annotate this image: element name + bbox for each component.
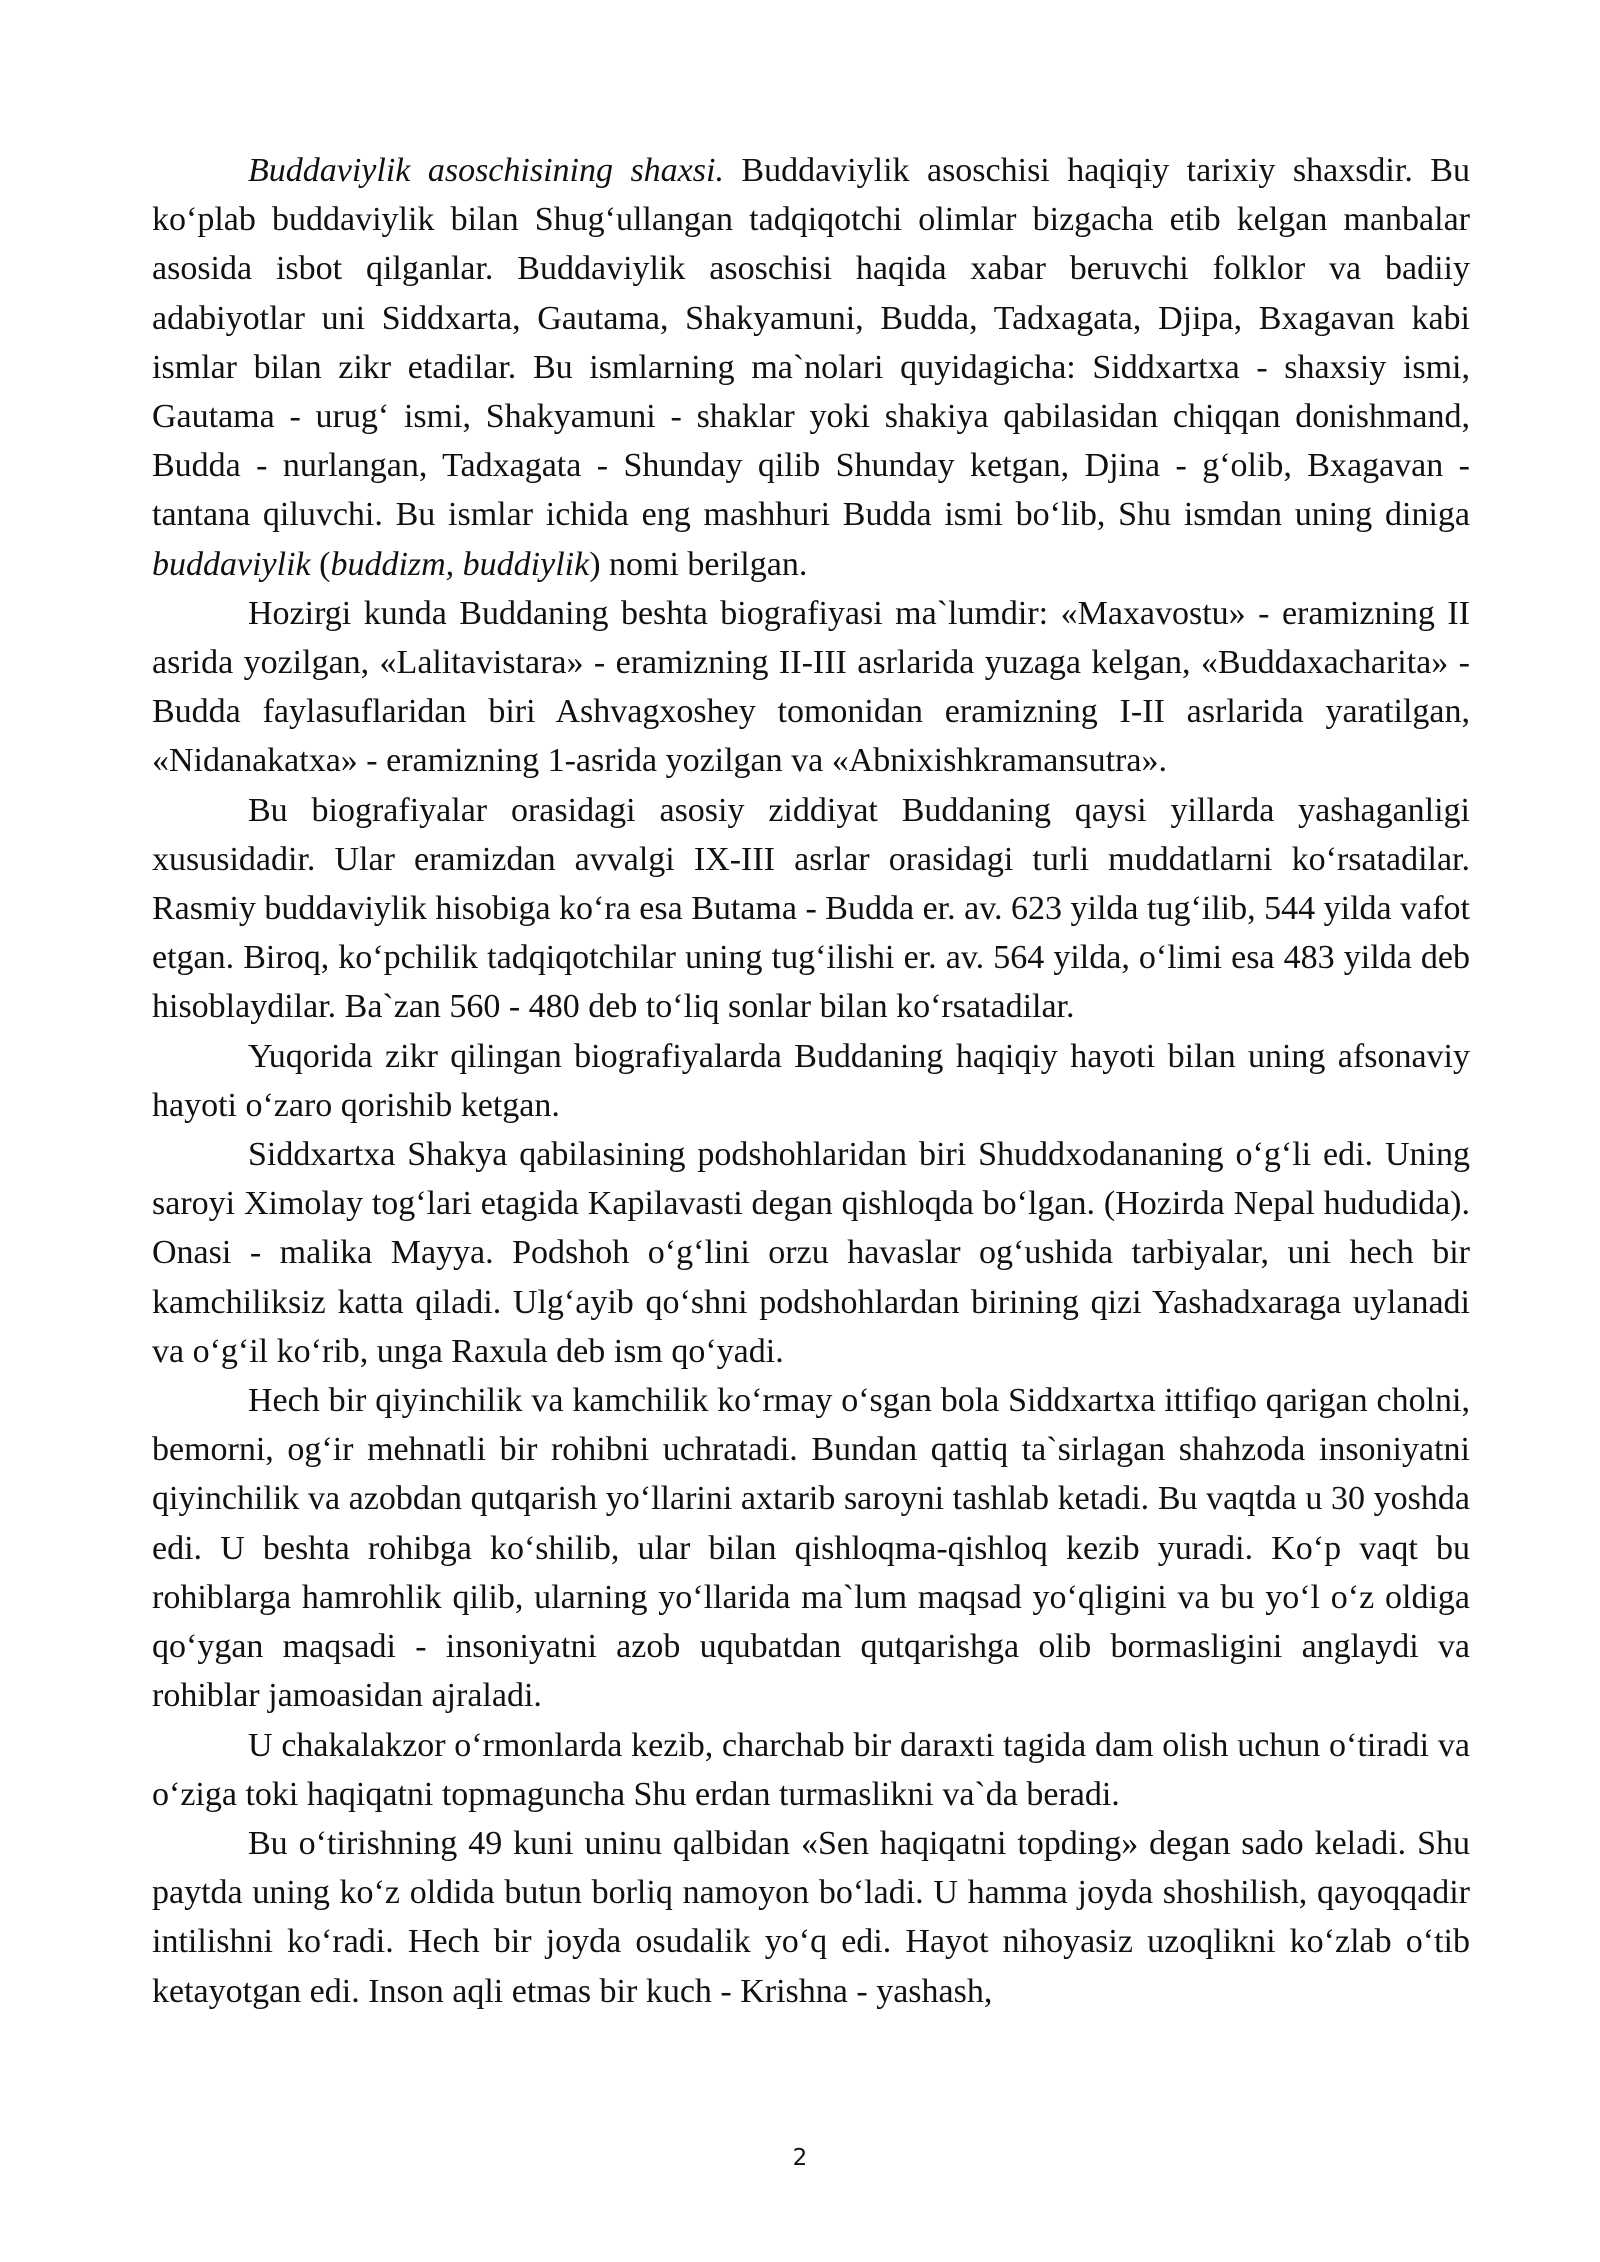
document-body [152,146,1470,2016]
italic-term: buddaviylik [152,545,311,583]
paragraph-text: ) nomi berilgan. [589,545,808,583]
paragraph-dates-contradiction: Bu biografiyalar orasidagi asosiy ziddiyat Buddaning qaysi yillarda yashaganligi xususidadir. Ular eramizdan avvalgi IX-III asrlar orasidagi turli muddatlarni ko‘rsatadilar. Rasmiy buddaviylik hisobiga ko‘ra esa Butama - Budda er. av. 623 yilda tug‘ilib, 544 yilda vafot etgan. Biroq, ko‘pchilik tadqiqotchilar uning tug‘ilishi er. av. 564 yilda, o‘limi esa 483 yilda deb hisoblaydilar. Ba`zan 560 - 480 deb to‘liq sonlar bilan ko‘rsatadilar. [152,791,1470,1026]
italic-term: buddizm, buddiylik [330,545,590,583]
page-number: 2 [792,2145,808,2171]
paragraph-siddhartha-family: Siddxartxa Shakya qabilasining podshohlaridan biri Shuddxodananing o‘g‘li edi. Uning saroyi Ximolay tog‘lari etagida Kapilavasti degan qishloqda bo‘lgan. (Hozirda Nepal hududida). Onasi - malika Mayya. Podshoh o‘g‘lini orzu havaslar og‘ushida tarbiyalar, uni hech bir kamchiliksiz katta qiladi. Ulg‘ayib qo‘shni podshohlardan birining qizi Yashadxaraga uylanadi va o‘g‘il ko‘rib, unga Raxula deb ism qo‘yadi. [152,1136,1470,1370]
paragraph-text: ( [310,545,331,583]
paragraph-founder-identity [152,146,1470,589]
paragraph-legendary-life: Yuqorida zikr qilingan biografiyalarda Buddaning haqiqiy hayoti bilan uning afsonaviy hayoti o‘zaro qorishib ketgan. [152,1037,1470,1124]
paragraph-biographies: Hozirgi kunda Buddaning beshta biografiyasi ma`lumdir: «Maxavostu» - eramizning II asrida yozilgan, «Lalitavistara» - eramizning II-III asrlarida yuzaga kelgan, «Buddaxacharita» - Budda faylasuflaridan biri Ashvagxoshey tomonidan eramizning I-II asrlarida yaratilgan, «Nidanakatxa» - eramizning 1-asrida yozilgan va «Abnixishkramansutra». [152,594,1470,780]
paragraph-text: Buddaviylik asoschisi haqiqiy tarixiy shaxsdir. Bu ko‘plab buddaviylik bilan Shug‘ullangan tadqiqotchi olimlar bizgacha etib kelgan manbalar asosida isbot qilganlar. Buddaviylik asoschisi haqida xabar beruvchi folklor va badiiy adabiyotlar uni Siddxarta, Gautama, Shakyamuni, Budda, Tadxagata, Djipa, Bxagavan kabi ismlar bilan zikr etadilar. Bu ismlarning ma`nolari quyidagicha: Siddxartxa - shaxsiy ismi, Gautama - urug‘ ismi, Shakyamuni - shaklar yoki shakiya qabilasidan chiqqan donishmand, Budda - nurlangan, Tadxagata - Shunday qilib Shunday ketgan, Djina - g‘olib, Bxagavan - tantana qiluvchi. Bu ismlar ichida eng mashhuri Budda ismi bo‘lib, Shu ismdan uning diniga [152,152,1470,534]
paragraph-forest-meditation: U chakalakzor o‘rmonlarda kezib, charchab bir daraxti tagida dam olish uchun o‘tiradi va o‘ziga toki haqiqatni topmaguncha Shu erdan turmaslikni va`da beradi. [152,1726,1470,1813]
paragraph-lead-italic: Buddaviylik asoschisining shaxsi. [248,152,724,189]
paragraph-enlightenment: Bu o‘tirishning 49 kuni uninu qalbidan «Sen haqiqatni topding» degan sado keladi. Shu paytda uning ko‘z oldida butun borliq namoyon bo‘ladi. U hamma joyda shoshilish, qayoqqadir intilishni ko‘radi. Hech bir joyda osudalik yo‘q edi. Hayot nihoyasiz uzoqlikni ko‘zlab o‘tib ketayotgan edi. Inson aqli etmas bir kuch - Krishna - yashash, [152,1824,1470,2010]
paragraph-leaving-palace: Hech bir qiyinchilik va kamchilik ko‘rmay o‘sgan bola Siddxartxa ittifiqo qarigan cholni, bemorni, og‘ir mehnatli bir rohibni uchratadi. Bundan qattiq ta`sirlagan shahzoda insoniyatni qiyinchilik va azobdan qutqarish yo‘llarini axtarib saroyni tashlab ketadi. Bu vaqtda u 30 yoshda edi. U beshta rohibga ko‘shilib, ular bilan qishloqma-qishloq kezib yuradi. Ko‘p vaqt bu rohiblarga hamrohlik qilib, ularning yo‘llarida ma`lum maqsad yo‘qligini va bu yo‘l o‘z oldiga qo‘ygan maqsadi - insoniyatni azob uqubatdan qutqarishga olib bormasligini anglaydi va rohiblar jamoasidan ajraladi. [152,1382,1470,1715]
